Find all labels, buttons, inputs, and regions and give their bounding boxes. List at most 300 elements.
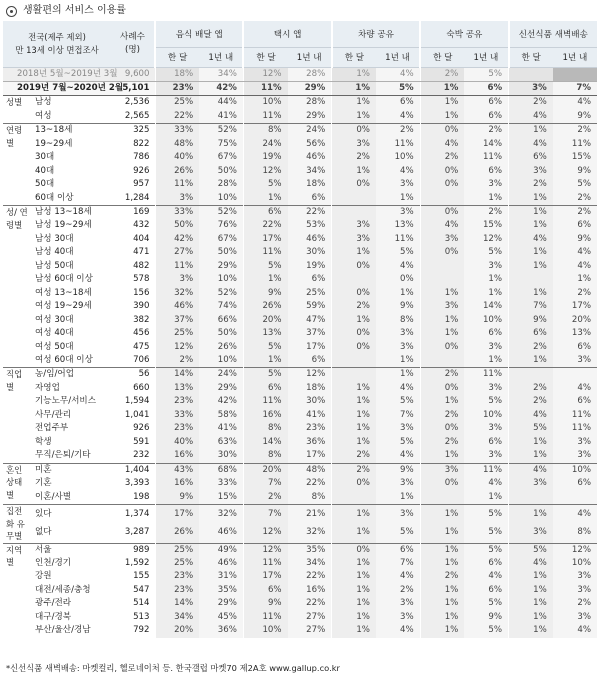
row-label: 여성 30대 [35,314,74,325]
value-cell: 4% [376,110,420,124]
value-cell: 53% [288,219,332,232]
value-cell: 63% [199,436,243,449]
value-cell: 23% [155,395,199,408]
value-cell: 1% [243,273,287,286]
value-cell: 49% [199,543,243,557]
value-cell: 4% [509,110,553,124]
segment-label: 직업별 [3,368,29,463]
value-cell: 12% [243,543,287,557]
value-cell: 1% [332,557,376,570]
group-header-car-sharing: 차량 공유 [332,21,420,47]
value-cell: 1% [420,543,464,557]
value-cell: 6% [464,81,508,95]
value-cell: 1% [420,611,464,624]
value-cell: 5% [243,178,287,191]
value-cell: 0% [332,287,376,300]
value-cell: 7% [243,477,287,490]
segment-label: 혼인 상태별 [3,463,29,504]
value-cell: 4% [376,382,420,395]
value-cell: 16% [155,477,199,490]
value-cell: 34% [288,165,332,178]
value-cell: 8% [243,422,287,435]
value-cell: 13% [553,327,597,340]
value-cell: 6% [376,96,420,110]
sub-header-year: 1년 내 [288,47,332,67]
value-cell: 48% [155,138,199,151]
value-cell: 2% [243,491,287,505]
value-cell: 29% [199,382,243,395]
value-cell: 12% [243,67,287,81]
sample-size-cell: 822 [133,138,150,149]
value-cell: 1% [509,570,553,583]
value-cell: 3% [376,422,420,435]
value-cell: 4% [509,138,553,151]
value-cell: 0% [332,124,376,138]
value-cell: 5% [376,524,420,543]
value-cell: 2% [420,67,464,81]
value-cell: 3% [553,354,597,368]
value-cell: 6% [464,584,508,597]
sample-size-cell: 471 [133,247,150,258]
value-cell: 1% [509,206,553,220]
value-cell: 3% [155,192,199,206]
value-cell: 32% [288,524,332,543]
table-row [3,314,597,327]
value-cell: 4% [509,409,553,422]
value-cell: 4% [464,477,508,490]
value-cell: 1% [509,192,553,206]
value-cell: 3% [420,463,464,477]
value-cell: 1% [509,354,553,368]
value-cell: 1% [509,624,553,637]
value-cell: 12% [464,233,508,246]
sub-header-year: 1년 내 [464,47,508,67]
value-cell: 1% [509,449,553,463]
value-cell: 1% [509,584,553,597]
sample-size-cell: 1,592 [124,557,150,568]
value-cell: 2% [509,178,553,191]
value-cell: 1% [332,611,376,624]
value-cell: 12% [155,341,199,354]
table-row [3,624,597,637]
value-cell: 6% [553,341,597,354]
value-cell: 4% [553,96,597,110]
row-label: 서울 [29,543,111,557]
value-cell: 58% [199,409,243,422]
value-cell: 1% [332,570,376,583]
table-row [3,287,597,300]
value-cell: 14% [464,138,508,151]
value-cell: 1% [420,524,464,543]
row-label: 남성 [29,96,111,110]
value-cell: 24% [288,124,332,138]
value-cell: 4% [553,260,597,273]
value-cell: 41% [288,409,332,422]
value-cell: 1% [243,354,287,368]
sample-size-cell: 591 [133,436,150,447]
row-label: 2018년 5월~2019년 3월 [3,67,111,81]
value-cell [420,491,464,505]
table-row [3,505,597,524]
value-cell: 22% [288,570,332,583]
value-cell: 2% [509,382,553,395]
table-row [3,206,597,220]
value-cell: 46% [288,151,332,164]
value-cell: 13% [243,327,287,340]
value-cell: 3% [332,138,376,151]
table-row [3,409,597,422]
value-cell: 1% [332,524,376,543]
value-cell: 1% [332,436,376,449]
value-cell: 3% [376,327,420,340]
value-cell: 1% [509,219,553,232]
value-cell: 8% [243,449,287,463]
value-cell: 4% [553,505,597,524]
value-cell: 9% [376,463,420,477]
table-row [3,354,597,368]
sample-size-cell: 325 [111,124,155,138]
value-cell: 11% [464,368,508,382]
segment-label: 성별 [3,96,29,124]
table-row [3,463,597,477]
value-cell: 34% [199,67,243,81]
row-label: 19~29세 [35,138,73,149]
value-cell: 5% [464,624,508,637]
row-label: 학생 [35,436,52,447]
value-cell: 4% [509,557,553,570]
table-row [3,341,597,354]
value-cell: 5% [376,246,420,259]
value-cell: 11% [553,422,597,435]
value-cell: 36% [288,436,332,449]
value-cell: 21% [288,505,332,524]
value-cell [553,368,597,382]
value-cell: 6% [553,477,597,490]
value-cell: 1% [332,624,376,637]
value-cell: 10% [199,192,243,206]
value-cell: 3% [155,273,199,286]
value-cell: 1% [376,192,420,206]
value-cell: 40% [155,436,199,449]
row-label: 광주/전라 [35,598,72,609]
value-cell: 24% [243,138,287,151]
value-cell: 5% [243,368,287,382]
row-label: 여성 40대 [35,328,74,339]
value-cell: 6% [553,219,597,232]
value-cell: 3% [376,611,420,624]
value-cell: 1% [509,436,553,449]
value-cell: 11% [243,557,287,570]
table-row [3,165,597,178]
sample-size-cell: 786 [133,152,150,163]
value-cell: 27% [155,246,199,259]
value-cell: 1% [332,382,376,395]
value-cell: 5% [464,67,508,81]
value-cell: 5% [509,422,553,435]
value-cell: 0% [420,422,464,435]
value-cell: 6% [288,273,332,286]
value-cell: 4% [553,246,597,259]
value-cell: 37% [155,314,199,327]
value-cell: 6% [243,206,287,220]
value-cell: 11% [155,178,199,191]
table-row [3,246,597,259]
segment-label: 연령별 [3,124,29,206]
value-cell: 27% [288,624,332,637]
usage-table [3,21,597,638]
value-cell: 11% [243,611,287,624]
sample-size-cell: 2,536 [111,96,155,110]
table-row [3,422,597,435]
value-cell: 29% [288,81,332,95]
table-row [3,611,597,624]
value-cell: 1% [332,584,376,597]
table-row [3,395,597,408]
value-cell: 11% [155,260,199,273]
value-cell: 66% [199,314,243,327]
value-cell: 11% [464,463,508,477]
value-cell: 10% [553,557,597,570]
value-cell [332,206,376,220]
value-cell: 14% [155,597,199,610]
value-cell: 4% [376,624,420,637]
sample-size-cell: 926 [133,165,150,176]
value-cell: 1% [332,81,376,95]
value-cell: 3% [376,505,420,524]
footnote: *신선식품 새벽배송: 마켓컬리, 헬로네이처 등. 한국갤럽 마켓70 제2A호 www.gallup.co.kr [6,663,340,673]
value-cell: 6% [464,327,508,340]
value-cell: 17% [288,449,332,463]
value-cell: 11% [553,138,597,151]
sub-header-month: 한 달 [155,47,199,67]
value-cell: 12% [243,524,287,543]
table-row [3,178,597,191]
value-cell: 14% [155,368,199,382]
value-cell: 13% [155,382,199,395]
value-cell: 24% [199,368,243,382]
table-row [3,524,597,543]
value-cell: 1% [420,624,464,637]
sample-size-label: 사례수 [120,31,145,42]
value-cell: 2% [332,151,376,164]
sample-size-cell: 390 [133,301,150,312]
value-cell: 1% [332,409,376,422]
value-cell: 6% [464,165,508,178]
value-cell: 50% [199,246,243,259]
table-row [3,233,597,246]
sample-size-cell: 514 [133,598,150,609]
sub-header-year: 1년 내 [553,47,597,67]
value-cell: 3% [553,436,597,449]
value-cell: 3% [376,477,420,490]
value-cell: 4% [376,260,420,273]
page-title-bar [6,3,126,19]
value-cell [420,260,464,273]
value-cell: 9% [155,491,199,505]
value-cell: 41% [199,110,243,124]
value-cell: 22% [288,477,332,490]
sample-size-cell: 660 [133,382,150,393]
value-cell: 28% [199,178,243,191]
value-cell: 3% [464,382,508,395]
value-cell: 11% [243,81,287,95]
row-label: 60대 이상 [35,192,74,203]
value-cell [332,192,376,206]
value-cell: 11% [243,110,287,124]
value-cell: 2% [332,300,376,313]
value-cell: 5% [464,505,508,524]
value-cell: 5% [553,178,597,191]
value-cell: 37% [288,327,332,340]
value-cell: 1% [376,491,420,505]
value-cell: 20% [243,463,287,477]
value-cell: 10% [376,151,420,164]
sample-size-cell: 547 [133,584,150,595]
value-cell: 50% [199,165,243,178]
value-cell: 1% [332,314,376,327]
value-cell: 3% [553,570,597,583]
value-cell: 1% [420,395,464,408]
value-cell: 3% [553,611,597,624]
value-cell: 4% [509,463,553,477]
sub-header-year: 1년 내 [199,47,243,67]
sample-size-cell: 198 [133,491,150,502]
sample-size-cell: 1,284 [124,192,150,203]
value-cell: 9% [376,300,420,313]
sample-size-cell: 169 [111,206,155,220]
value-cell: 1% [464,192,508,206]
value-cell [420,354,464,368]
value-cell: 5% [376,436,420,449]
value-cell: 22% [288,597,332,610]
value-cell: 46% [155,300,199,313]
value-cell: 1% [420,597,464,610]
sample-size-cell: 475 [133,341,150,352]
value-cell: 4% [420,138,464,151]
row-label: 대구/경북 [35,611,72,622]
row-label: 남성 13~18세 [29,206,111,220]
value-cell: 9% [243,597,287,610]
value-cell: 4% [376,165,420,178]
value-cell: 5% [376,395,420,408]
value-cell: 6% [553,395,597,408]
sample-size-cell: 456 [133,328,150,339]
value-cell: 28% [288,96,332,110]
value-cell: 6% [464,110,508,124]
sample-size-cell: 432 [133,220,150,231]
value-cell: 6% [288,192,332,206]
value-cell: 7% [376,557,420,570]
value-cell [420,192,464,206]
value-cell: 1% [420,96,464,110]
value-cell: 3% [376,341,420,354]
value-cell: 5% [376,81,420,95]
value-cell: 8% [243,124,287,138]
value-cell: 26% [243,300,287,313]
value-cell: 2% [509,96,553,110]
value-cell: 3% [376,597,420,610]
value-cell: 0% [332,341,376,354]
value-cell: 1% [420,81,464,95]
value-cell: 17% [155,505,199,524]
value-cell: 42% [155,233,199,246]
value-cell: 43% [155,463,199,477]
corner-line-1: 전국(제주 제외) [28,31,86,42]
value-cell: 9% [553,233,597,246]
page-title: 생활편의 서비스 이용률 [23,5,126,16]
value-cell: 1% [464,287,508,300]
value-cell: 2% [420,151,464,164]
value-cell: 2% [420,409,464,422]
sample-size-cell: 926 [133,423,150,434]
row-label: 사무/관리 [35,409,72,420]
value-cell: 2% [420,368,464,382]
table-row-previous-period [3,67,597,81]
corner-line-2: 만 13세 이상 면접조사 [15,44,99,55]
value-cell: 2% [332,463,376,477]
value-cell: 42% [199,81,243,95]
value-cell: 20% [155,624,199,637]
value-cell: 29% [199,597,243,610]
value-cell: 7% [509,300,553,313]
value-cell: 3% [332,233,376,246]
segment-label: 성/ 연령별 [3,206,29,368]
value-cell: 8% [376,314,420,327]
value-cell: 5% [464,246,508,259]
value-cell: 25% [155,557,199,570]
sub-header-month: 한 달 [420,47,464,67]
value-cell: 1% [332,395,376,408]
value-cell: 13% [376,219,420,232]
value-cell: 44% [199,96,243,110]
value-cell: 34% [155,611,199,624]
value-cell: 18% [288,382,332,395]
value-cell: 48% [288,463,332,477]
value-cell: 1% [332,110,376,124]
sample-size-cell: 9,600 [111,67,155,81]
value-cell: 1% [243,192,287,206]
value-cell: 23% [288,422,332,435]
value-cell: 18% [288,178,332,191]
value-cell: 25% [155,543,199,557]
value-cell: 2% [332,449,376,463]
value-cell: 52% [199,287,243,300]
value-cell: 6% [288,354,332,368]
value-cell: 19% [288,260,332,273]
value-cell: 28% [288,67,332,81]
row-label: 미혼 [29,463,111,477]
value-cell: 46% [288,233,332,246]
row-label: 남성 30대 [35,233,74,244]
value-cell: 0% [332,178,376,191]
value-cell: 6% [464,96,508,110]
value-cell: 6% [464,557,508,570]
value-cell: 17% [243,570,287,583]
value-cell: 2% [420,570,464,583]
row-label: 30대 [35,152,55,163]
value-cell: 5% [243,341,287,354]
value-cell: 1% [509,597,553,610]
value-cell: 2% [376,124,420,138]
value-cell: 1% [509,124,553,138]
row-label: 인천/경기 [35,557,72,568]
sample-size-unit: (명) [124,44,140,55]
table-row [3,110,597,124]
value-cell: 10% [464,314,508,327]
sample-size-cell: 3,393 [124,478,150,489]
value-cell: 6% [243,382,287,395]
value-cell: 9% [243,287,287,300]
